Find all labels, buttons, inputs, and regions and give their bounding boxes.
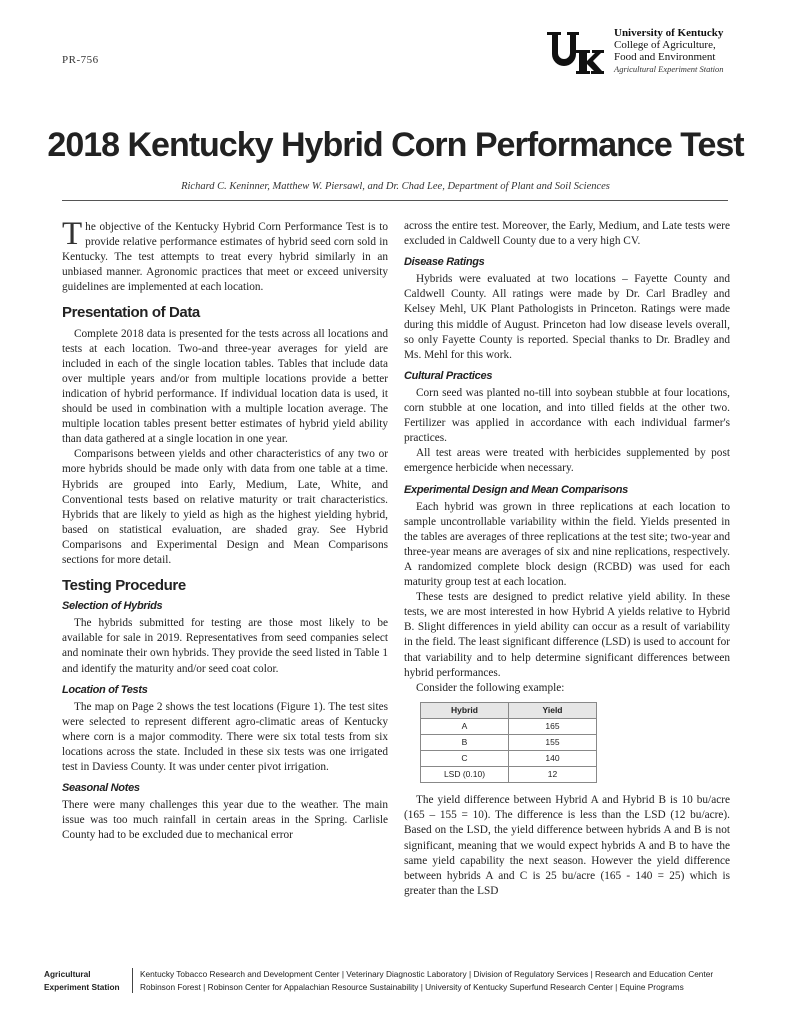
table-cell: C <box>421 751 509 767</box>
yield-paragraph: The yield difference between Hybrid A and Hybrid B is 10 bu/acre (165 – 155 = 10). The difference is less than the LSD (12 bu/acre). Based on the LSD, the yield difference between hybrids A and B is not significant, meaning that we would expect hybrids A and B to have the same yield capability the next season. However the yield difference between hybrids A and C is 25 bu/acre (165 - 140 = 25) which is greater than the LSD <box>404 794 730 897</box>
cultural-paragraph-1: Corn seed was planted no-till into soybean stubble at four locations, corn stubble at one location, and into tilled fields at the other two. Fertilizer was applied in accordance with each individual farmer's practices. <box>404 386 730 445</box>
example-table <box>420 702 597 783</box>
design-paragraph-2: These tests are designed to predict relative yield ability. In these tests, we are most interested in how Hybrid A yields relative to Hybrid B. Slight differences in yield ability can occur as a result of variability in the field. The least significant difference (LSD) is used to account for that variability and to help determine significant differences between hybrid performances. <box>404 591 730 679</box>
selection-heading: Selection of Hybrids <box>62 600 163 613</box>
institution-block <box>614 27 724 75</box>
left-column <box>62 216 388 844</box>
table-cell: B <box>421 735 509 751</box>
intro-text: he objective of the Kentucky Hybrid Corn Performance Test is to provide relative performance estimates of hybrid seed corn sold in Kentucky. The test attempts to treat every hybrid similarly in an unbiased manner. Agronomic practices that meet or exceed university guidelines are implemented at each location. <box>62 221 388 294</box>
testing-heading: Testing Procedure <box>62 577 186 595</box>
dropcap: T <box>62 216 83 252</box>
cultural-paragraph-2: All test areas were treated with herbicides supplemented by post emergence herbicide when necessary. <box>404 447 730 475</box>
cultural-heading: Cultural Practices <box>404 369 493 382</box>
footer-label-line1: Agricultural <box>44 969 91 979</box>
design-paragraph-1: Each hybrid was grown in three replications at each location to sample uncontrollable variability within the field. Yields presented in the tables are averages of three replications at the test site; two-year and three-year means are averages of six and nine replications, respectively. A randomized complete block design (RCBD) was used for each maturity group test at each location. <box>404 500 730 589</box>
table-cell: 140 <box>509 751 597 767</box>
presentation-heading: Presentation of Data <box>62 304 200 322</box>
table-cell: LSD (0.10) <box>421 767 509 783</box>
uk-logo <box>546 30 604 76</box>
location-paragraph: The map on Page 2 shows the test locations (Figure 1). The test sites were selected to represent different agro-climatic areas of Kentucky where corn is a major commodity. There were six total tests from six locations across the state. Included in these six tests was one irrigated test in Daviess County. It was under center pivot irrigation. <box>62 700 388 774</box>
table-cell: A <box>421 718 509 734</box>
authors-line: Richard C. Keninner, Matthew W. Piersawl, and Dr. Chad Lee, Department of Plant and Soil Sciences <box>181 181 610 192</box>
table-cell: 155 <box>509 735 597 751</box>
right-column <box>404 219 730 899</box>
footer-units <box>140 968 780 993</box>
seasonal-heading: Seasonal Notes <box>62 782 140 795</box>
page-title: 2018 Kentucky Hybrid Corn Performance Test <box>47 126 744 164</box>
footer-units-line1: Kentucky Tobacco Research and Development Center | Veterinary Diagnostic Laboratory | Division of Regulatory Services | Research and Education Center <box>140 969 714 979</box>
table-row <box>421 718 597 734</box>
footer-divider <box>132 968 133 993</box>
college-name-line2: Food and Environment <box>614 51 716 63</box>
table-cell: 12 <box>509 767 597 783</box>
disease-heading: Disease Ratings <box>404 256 485 269</box>
seasonal-paragraph: There were many challenges this year due to the weather. The main issue was too much rainfall in certain areas in the Spring. Carlisle County had to be excluded due to mechanical error <box>62 799 388 842</box>
footer-label-line2: Experiment Station <box>44 981 120 992</box>
university-name: University of Kentucky <box>614 27 724 39</box>
location-heading: Location of Tests <box>62 683 148 696</box>
continued-paragraph: across the entire test. Moreover, the Early, Medium, and Late tests were excluded in Caldwell County due to a very high CV. <box>404 220 730 248</box>
table-header-cell: Yield <box>509 702 597 718</box>
table-row <box>421 767 597 783</box>
table-row <box>421 751 597 767</box>
station-name: Agricultural Experiment Station <box>614 64 724 74</box>
intro-paragraph <box>62 216 388 295</box>
footer-label <box>44 968 126 993</box>
example-intro: Consider the following example: <box>416 681 565 694</box>
design-heading: Experimental Design and Mean Comparisons <box>404 483 628 496</box>
footer-units-line2: Robinson Forest | Robinson Center for Appalachian Resource Sustainability | University of Kentucky Superfund Research Center | Equine Programs <box>140 981 684 992</box>
title-rule <box>62 200 728 201</box>
table-cell: 165 <box>509 718 597 734</box>
presentation-paragraph-2: Comparisons between yields and other characteristics of any two or more hybrids should be made only with data from one table at a time. Hybrids are grouped into Early, Medium, Late, White, and Conventional tests based on relative maturity or trait characteristics. Hybrids that are likely to yield as high as the highest yielding hybrid, based on statistical evaluation, are shaded gray. See Hybrid Comparisons and Experimental Design and Mean Comparisons sections for more detail. <box>62 448 388 566</box>
table-header-cell: Hybrid <box>421 702 509 718</box>
presentation-paragraph-1: Complete 2018 data is presented for the tests across all locations and tests at each location. Two-and three-year averages for yield are included in each of the single location tables. Tables that include data over multiple years and/or from multiple locations provide a better indication of hybrid performance. If individual location data is used, it should be used in combination with a multiple location average. The multiple location tables present better estimates of hybrid yield ability than data gathered at a single location in one year. <box>62 327 388 446</box>
college-name-line1: College of Agriculture, <box>614 39 716 51</box>
table-row <box>421 735 597 751</box>
selection-paragraph: The hybrids submitted for testing are those most likely to be available for sale in 2019. Representatives from seed companies select and nominate their own hybrids. They provide the seed listed in Table 1 and identify the maturity and/or seed coat color. <box>62 617 388 675</box>
publication-number: PR-756 <box>62 54 99 66</box>
table-header-row <box>421 702 597 718</box>
disease-paragraph: Hybrids were evaluated at two locations – Fayette County and Caldwell County. All ratings were made by Dr. Carl Bradley and Kelsey Mehl, UK Plant Pathologists in Princeton. Ratings were made during this middle of August. Princeton had low disease levels overall, so only Fayette County is reported. Special thanks to Dr. Bradley and Ms. Mehl for this work. <box>404 273 730 361</box>
